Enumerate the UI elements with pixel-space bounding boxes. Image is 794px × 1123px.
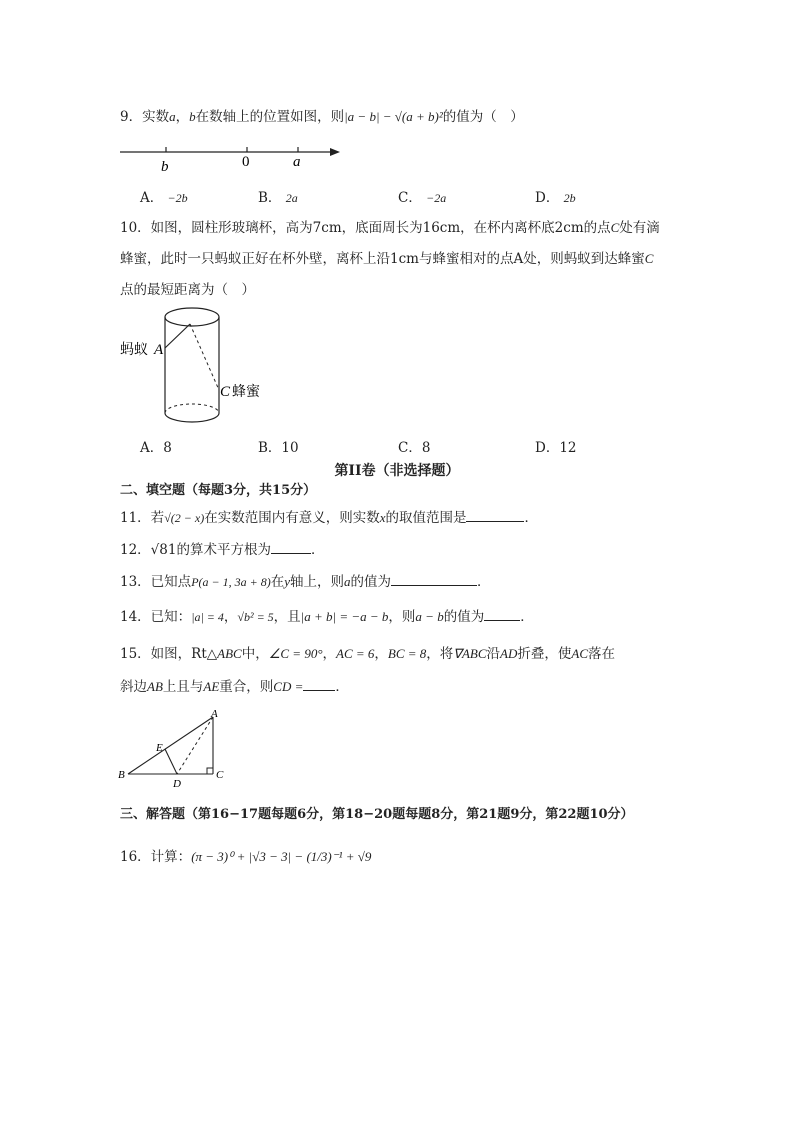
q9-option-a: A． −2b <box>140 190 188 206</box>
fig-point-a: A <box>154 342 164 358</box>
section-3-heading: 三、解答题（第16−17题每题6分，第18−20题每题8分，第21题9分，第22题10分） <box>120 807 634 822</box>
part-2-title: 第II卷（非选择题） <box>334 463 460 479</box>
q13: 13．已知点P(a − 1, 3a + 8)在y轴上，则a的值为 ． <box>120 571 491 592</box>
q9-option-c: C． −2a <box>398 190 447 206</box>
fig-vertex-b: B <box>118 769 125 781</box>
q10-line-2: 蜂蜜，此时一只蚂蚁正好在杯外壁，离杯上沿1cm与蜂蜜相对的点A处，则蚂蚁到达蜂蜜C <box>120 251 654 267</box>
axis-label-a: a <box>293 154 301 170</box>
fig-honey-label: 蜂蜜 <box>232 384 260 400</box>
number-line <box>0 135 794 195</box>
fig-point-c: C <box>220 384 231 400</box>
fig-vertex-c: C <box>216 769 224 781</box>
q10-option-b: B．10 <box>258 440 299 456</box>
q9-option-d: D． 2b <box>535 190 576 206</box>
q15-line-1: 15．如图，Rt△ABC中，∠C = 90°，AC = 6，BC = 8，将∇ABC沿AD折叠，使AC落在 <box>120 646 616 662</box>
q12: 12．√81的算术平方根为 ． <box>120 539 324 560</box>
axis-label-b: b <box>161 159 169 175</box>
q9-expression: |a − b| − √(a + b)² <box>344 109 443 124</box>
q11: 11．若√(2 − x)在实数范围内有意义，则实数x的取值范围是 ． <box>120 507 538 528</box>
q9-option-b: B． 2a <box>258 190 298 206</box>
cylinder-figure <box>110 300 310 430</box>
q16: 16．计算：(π − 3)⁰ + |√3 − 3| − (1/3)⁻¹ + √9 <box>120 849 372 865</box>
q10-line-1: 10．如图，圆柱形玻璃杯，高为7cm，底面周长为16cm，在杯内离杯底2cm的点C处有滴 <box>120 220 660 236</box>
fig-ant-label: 蚂蚁 <box>120 342 148 358</box>
fig-vertex-a: A <box>211 708 218 720</box>
q12-answer-blank[interactable] <box>271 539 311 554</box>
q10-option-d: D．12 <box>535 440 577 456</box>
fig-vertex-d: D <box>173 778 181 790</box>
q10-option-a: A．8 <box>140 440 172 456</box>
q15-answer-blank[interactable] <box>303 676 335 691</box>
q14-answer-blank[interactable] <box>484 606 520 621</box>
q15-line-2: 斜边AB上且与AE重合，则CD = ． <box>120 676 349 697</box>
q16-expression: (π − 3)⁰ + |√3 − 3| − (1/3)⁻¹ + √9 <box>191 849 372 864</box>
q10-line-3: 点的最短距离为（ ） <box>120 282 255 298</box>
q13-answer-blank[interactable] <box>391 571 477 586</box>
fig-vertex-e: E <box>156 742 163 754</box>
q14: 14．已知：|a| = 4，√b² = 5，且|a + b| = −a − b，则a − b的值为 ． <box>120 606 534 627</box>
q11-answer-blank[interactable] <box>466 507 524 522</box>
q9-stem: 9．实数a，b在数轴上的位置如图，则|a − b| − √(a + b)²的值为（ ） <box>120 109 524 125</box>
q10-option-c: C．8 <box>398 440 431 456</box>
triangle-figure <box>110 705 270 795</box>
axis-label-zero: 0 <box>242 154 250 170</box>
section-2-heading: 二、填空题（每题3分，共15分） <box>120 483 317 498</box>
